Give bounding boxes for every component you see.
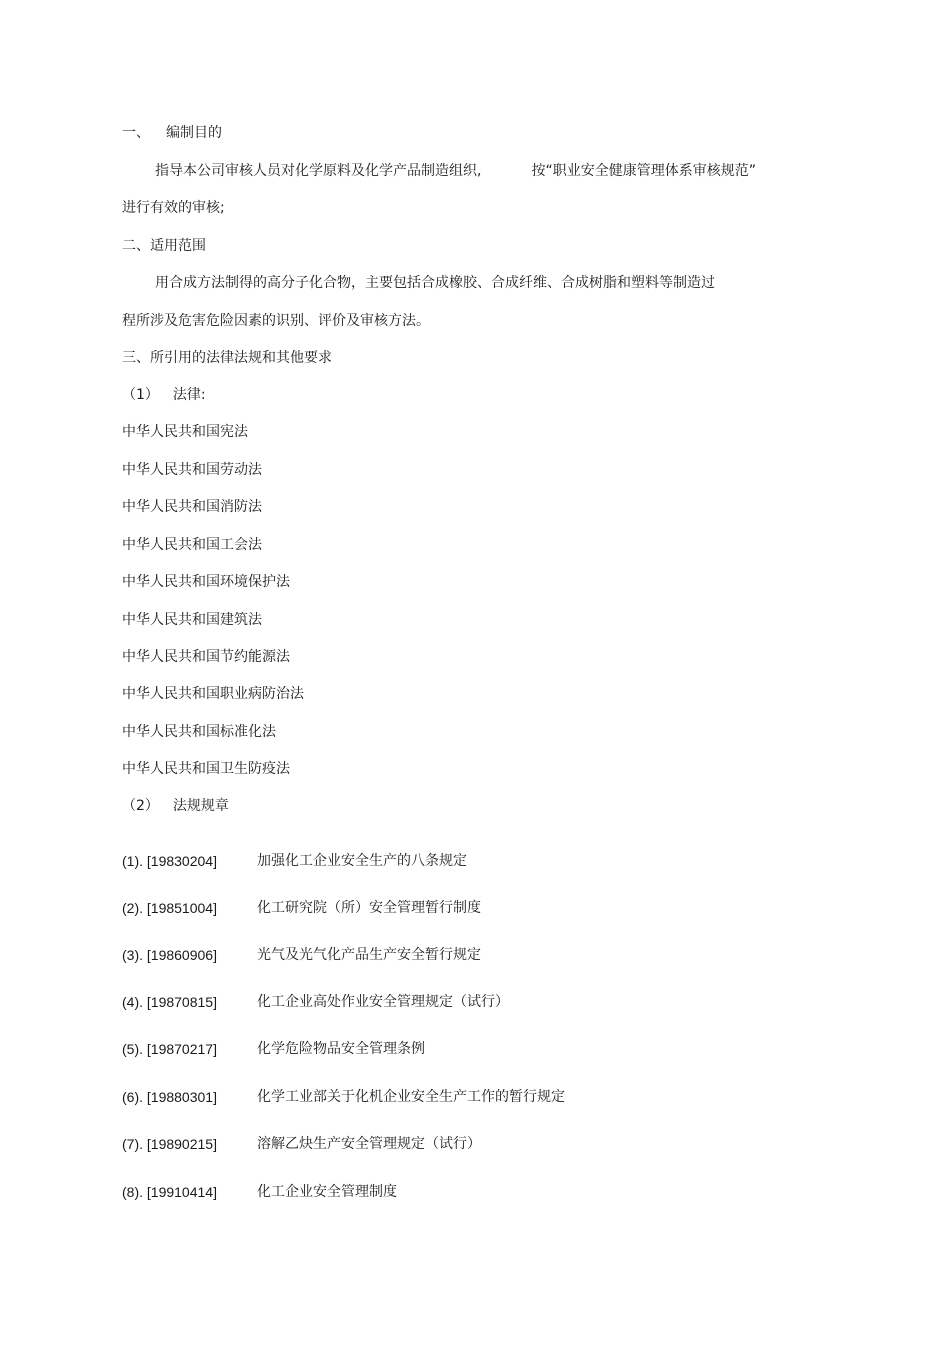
law-item: 中华人民共和国环境保护法 [122, 574, 290, 590]
reg-title: 化学工业部关于化机企业安全生产工作的暂行规定 [257, 1089, 565, 1105]
reg-title: 化工研究院（所）安全管理暂行制度 [257, 900, 481, 916]
reg-title: 溶解乙炔生产安全管理规定（试行） [257, 1136, 481, 1152]
law-item: 中华人民共和国建筑法 [122, 612, 262, 628]
section-3-heading: 三、所引用的法律法规和其他要求 [122, 350, 332, 366]
law-item: 中华人民共和国宪法 [122, 424, 248, 440]
reg-title: 加强化工企业安全生产的八条规定 [257, 853, 467, 869]
section-1-paragraph-line-2: 进行有效的审核; [122, 200, 225, 216]
reg-code: (2). [19851004] [122, 900, 217, 916]
reg-code: (5). [19870217] [122, 1041, 217, 1057]
law-item: 中华人民共和国职业病防治法 [122, 686, 304, 702]
reg-title: 光气及光气化产品生产安全暂行规定 [257, 947, 481, 963]
reg-code: (1). [19830204] [122, 853, 217, 869]
regs-subheading [122, 796, 229, 816]
section-1-heading [122, 123, 222, 143]
law-item: 中华人民共和国卫生防疫法 [122, 761, 290, 777]
section-2-paragraph-line-1: 用合成方法制得的高分子化合物，主要包括合成橡胶、合成纤维、合成树脂和塑料等制造过 [155, 275, 715, 291]
section-1-paragraph-line-1 [155, 161, 756, 181]
law-item: 中华人民共和国劳动法 [122, 462, 262, 478]
law-item: 中华人民共和国消防法 [122, 499, 262, 515]
law-item: 中华人民共和国工会法 [122, 537, 262, 553]
section-1-number: 一、 [122, 125, 150, 141]
section-1-title: 编制目的 [166, 125, 222, 141]
regs-number: （2） [122, 798, 159, 814]
laws-label: 法律: [172, 387, 206, 403]
reg-title: 化工企业高处作业安全管理规定（试行） [257, 994, 509, 1010]
section-1-text-a: 指导本公司审核人员对化学原料及化学产品制造组织, [155, 163, 482, 179]
reg-code: (3). [19860906] [122, 947, 217, 963]
section-2-paragraph-line-2: 程所涉及危害危险因素的识别、评价及审核方法。 [122, 313, 430, 329]
law-item: 中华人民共和国标准化法 [122, 724, 276, 740]
law-item: 中华人民共和国节约能源法 [122, 649, 290, 665]
section-2-heading: 二、适用范围 [122, 238, 206, 254]
reg-title: 化工企业安全管理制度 [257, 1184, 397, 1200]
reg-code: (8). [19910414] [122, 1184, 217, 1200]
reg-code: (6). [19880301] [122, 1089, 217, 1105]
reg-code: (7). [19890215] [122, 1136, 217, 1152]
section-1-text-b: 按“职业安全健康管理体系审核规范” [531, 163, 756, 179]
reg-title: 化学危险物品安全管理条例 [257, 1041, 425, 1057]
reg-code: (4). [19870815] [122, 994, 217, 1010]
laws-subheading [122, 385, 206, 405]
regs-label: 法规规章 [172, 798, 229, 814]
laws-number: （1） [122, 387, 159, 403]
